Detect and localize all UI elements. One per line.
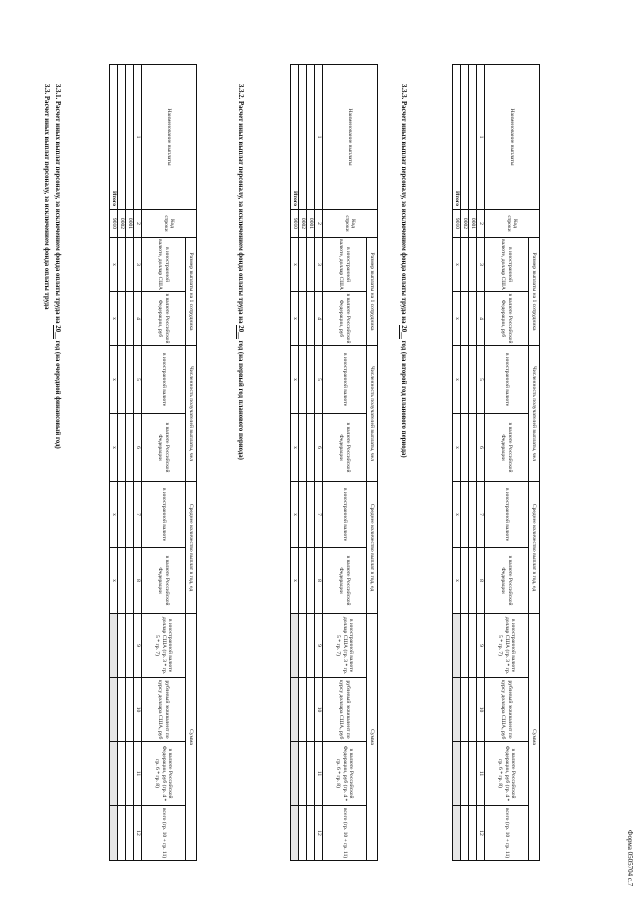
cell-input[interactable]	[126, 65, 134, 210]
cell-input[interactable]	[461, 238, 469, 292]
table-row: 0001	[307, 65, 315, 861]
col-count-rub: в валюте Российской Федерации	[485, 414, 529, 482]
cell-input[interactable]	[469, 482, 477, 548]
col-sum-total: всего (гр. 10 + гр. 11)	[142, 806, 186, 861]
cell-input[interactable]	[307, 292, 315, 346]
column-number-row: 1 2 3 4 5 6 7 8 9 10 11 12	[315, 65, 323, 861]
col-count-group: Численность получателей выплаты, чел	[186, 346, 197, 482]
cell-input[interactable]	[461, 65, 469, 210]
cell-input[interactable]	[299, 742, 307, 806]
cell-input[interactable]	[126, 678, 134, 742]
cell-input[interactable]	[307, 482, 315, 548]
column-number-row: 1 2 3 4 5 6 7 8 9 10 11 12	[477, 65, 485, 861]
cell-input[interactable]	[118, 678, 126, 742]
col-avg-rub: в валюте Российской Федерации	[323, 548, 367, 614]
cell-input[interactable]	[299, 548, 307, 614]
cell-input[interactable]	[118, 482, 126, 548]
total-row: Итого 9010 x x x x x x	[110, 65, 118, 861]
cell-input[interactable]	[126, 614, 134, 678]
cell-input[interactable]	[126, 346, 134, 414]
cell-input[interactable]	[461, 292, 469, 346]
cell-input[interactable]	[118, 806, 126, 861]
col-sum-group: Сумма	[529, 614, 540, 861]
table3	[452, 64, 540, 861]
cell-input[interactable]	[118, 548, 126, 614]
cell-input[interactable]	[118, 65, 126, 210]
cell-input[interactable]	[299, 292, 307, 346]
cell-input[interactable]	[461, 806, 469, 861]
cell-input[interactable]	[461, 742, 469, 806]
form-number: Форма 0505704 с.7	[626, 830, 634, 887]
cell-input[interactable]	[461, 548, 469, 614]
section-title: 3.3. Расчет иных выплат персоналу, за исключением фонда оплаты труда	[43, 84, 50, 310]
cell-input[interactable]	[469, 614, 477, 678]
col-sum-foreign: в иностранной валюте доллар США (гр. 3 * гр. 5 * гр. 7)	[142, 614, 186, 678]
cell-input[interactable]	[469, 742, 477, 806]
table2	[290, 64, 378, 861]
col-code: Код строки	[485, 210, 540, 238]
cell-input[interactable]	[118, 238, 126, 292]
cell-input[interactable]	[469, 806, 477, 861]
col-name: Наименование выплаты	[142, 65, 197, 210]
col-count-rub: в валюте Российской Федерации	[323, 414, 367, 482]
col-code: Код строки	[142, 210, 197, 238]
cell-input[interactable]	[118, 346, 126, 414]
cell-input[interactable]	[461, 414, 469, 482]
cell-input[interactable]	[118, 414, 126, 482]
table2-heading: 3.3.2. Расчет иных выплат персоналу, за исключением фонда оплаты труда на 20__ год (на первый год планового периода)	[237, 84, 244, 460]
col-name: Наименование выплаты	[485, 65, 540, 210]
cell-input[interactable]	[299, 346, 307, 414]
cell-input[interactable]	[299, 414, 307, 482]
col-size-foreign: в иностранной валюте, доллар США	[142, 238, 186, 292]
cell-input[interactable]	[307, 614, 315, 678]
col-sum-foreign: в иностранной валюте доллар США (гр. 3 * гр. 5 * гр. 7)	[323, 614, 367, 678]
col-code: Код строки	[323, 210, 378, 238]
cell-input[interactable]	[469, 548, 477, 614]
cell-input[interactable]	[299, 65, 307, 210]
col-size-foreign: в иностранной валюте, доллар США	[485, 238, 529, 292]
table-row: 0001	[469, 65, 477, 861]
table1-year: 20__	[54, 325, 61, 339]
col-avg-group: Среднее количество выплат в год, ед	[186, 482, 197, 614]
col-count-foreign: в иностранной валюте	[485, 346, 529, 414]
table1	[109, 64, 197, 861]
cell-input[interactable]	[299, 678, 307, 742]
col-sum-total: всего (гр. 10 + гр. 11)	[485, 806, 529, 861]
col-size-rub: в валюте Российской Федерации, руб	[142, 292, 186, 346]
col-avg-group: Среднее количество выплат в год, ед	[367, 482, 378, 614]
col-size-group: Размер выплаты на 1 сотрудника	[186, 238, 197, 346]
col-sum-rub: в валюте Российской Федерации, руб (гр. 4 * гр. 6 * гр. 8)	[323, 742, 367, 806]
cell-input[interactable]	[126, 414, 134, 482]
cell-input[interactable]	[461, 346, 469, 414]
table3-heading: 3.3.3. Расчет иных выплат персоналу, за исключением фонда оплаты труда на 20__ год (на второй год планового периода)	[400, 84, 407, 458]
cell-input[interactable]	[307, 806, 315, 861]
col-size-rub: в валюте Российской Федерации, руб	[485, 292, 529, 346]
col-sum-ruble-equiv: рублевый эквивалент по курсу доллара США, руб	[142, 678, 186, 742]
col-sum-rub: в валюте Российской Федерации, руб (гр. 4 * гр. 6 * гр. 8)	[485, 742, 529, 806]
cell-input[interactable]	[461, 614, 469, 678]
col-sum-rub: в валюте Российской Федерации, руб (гр. 4 * гр. 6 * гр. 8)	[142, 742, 186, 806]
cell-input[interactable]	[299, 238, 307, 292]
table-row: 0001	[126, 65, 134, 861]
cell-input[interactable]	[126, 238, 134, 292]
cell-input[interactable]	[307, 346, 315, 414]
table-row: 0002	[118, 65, 126, 861]
cell-input[interactable]	[469, 238, 477, 292]
cell-input[interactable]	[126, 482, 134, 548]
cell-input[interactable]	[118, 742, 126, 806]
col-size-rub: в валюте Российской Федерации, руб	[323, 292, 367, 346]
col-sum-group: Сумма	[367, 614, 378, 861]
cell-input[interactable]	[126, 806, 134, 861]
cell-input[interactable]	[469, 65, 477, 210]
col-count-rub: в валюте Российской Федерации	[142, 414, 186, 482]
cell-input[interactable]	[307, 678, 315, 742]
table1-heading: 3.3.1. Расчет иных выплат персоналу, за исключением фонда оплаты труда на 20__ год (на очередной финансовый год)	[54, 84, 61, 449]
col-size-group: Размер выплаты на 1 сотрудника	[529, 238, 540, 346]
col-avg-foreign: в иностранной валюте	[142, 482, 186, 548]
col-sum-group: Сумма	[186, 614, 197, 861]
cell-input[interactable]	[461, 678, 469, 742]
cell-input[interactable]	[469, 292, 477, 346]
cell-input[interactable]	[118, 292, 126, 346]
cell-input[interactable]	[307, 414, 315, 482]
col-count-group: Численность получателей выплаты, чел	[367, 346, 378, 482]
col-sum-foreign: в иностранной валюте доллар США (гр. 3 * гр. 5 * гр. 7)	[485, 614, 529, 678]
table2-year: 20__	[237, 325, 244, 339]
table3-year: 20__	[400, 325, 407, 339]
col-avg-rub: в валюте Российской Федерации	[142, 548, 186, 614]
col-sum-ruble-equiv: рублевый эквивалент по курсу доллара США, руб	[485, 678, 529, 742]
cell-input[interactable]	[469, 414, 477, 482]
cell-input[interactable]	[118, 614, 126, 678]
cell-input[interactable]	[307, 548, 315, 614]
col-avg-foreign: в иностранной валюте	[485, 482, 529, 548]
col-count-group: Численность получателей выплаты, чел	[529, 346, 540, 482]
table-row: 0002	[461, 65, 469, 861]
table-row: 0002	[299, 65, 307, 861]
cell-input[interactable]	[126, 548, 134, 614]
col-size-foreign: в иностранной валюте, доллар США	[323, 238, 367, 292]
cell-input[interactable]	[126, 742, 134, 806]
cell-input[interactable]	[307, 65, 315, 210]
col-size-group: Размер выплаты на 1 сотрудника	[367, 238, 378, 346]
col-avg-foreign: в иностранной валюте	[323, 482, 367, 548]
col-avg-group: Среднее количество выплат в год, ед	[529, 482, 540, 614]
cell-input[interactable]	[461, 482, 469, 548]
total-row: Итого 9010 x x x x x x	[291, 65, 299, 861]
col-count-foreign: в иностранной валюте	[142, 346, 186, 414]
cell-input[interactable]	[307, 238, 315, 292]
col-name: Наименование выплаты	[323, 65, 378, 210]
cell-input[interactable]	[126, 292, 134, 346]
cell-input[interactable]	[299, 806, 307, 861]
cell-input[interactable]	[299, 614, 307, 678]
col-count-foreign: в иностранной валюте	[323, 346, 367, 414]
col-avg-rub: в валюте Российской Федерации	[485, 548, 529, 614]
cell-input[interactable]	[299, 482, 307, 548]
col-sum-ruble-equiv: рублевый эквивалент по курсу доллара США, руб	[323, 678, 367, 742]
cell-input[interactable]	[469, 678, 477, 742]
cell-input[interactable]	[307, 742, 315, 806]
col-sum-total: всего (гр. 10 + гр. 11)	[323, 806, 367, 861]
cell-input[interactable]	[469, 346, 477, 414]
total-row: Итого 9010 x x x x x x	[453, 65, 461, 861]
column-number-row: 1 2 3 4 5 6 7 8 9 10 11 12	[134, 65, 142, 861]
